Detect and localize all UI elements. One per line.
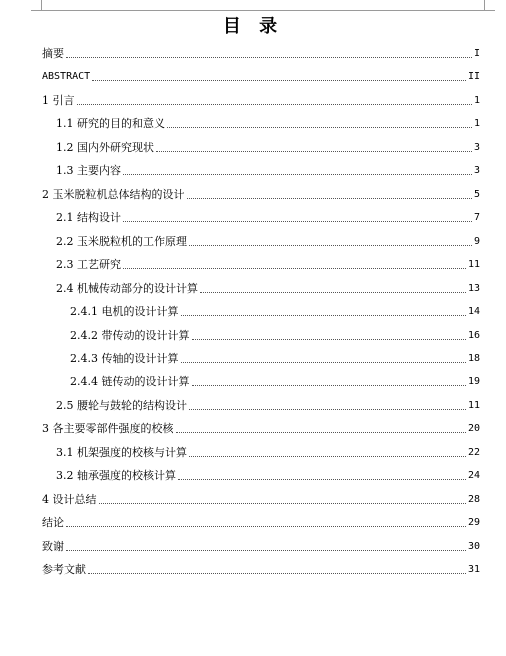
- toc-leader-dots: [66, 57, 472, 58]
- toc-entry-2-4-3[interactable]: [70, 350, 480, 366]
- toc-entry-page: 19: [467, 376, 480, 387]
- toc-leader-dots: [99, 503, 466, 504]
- toc-entry-label: 1 引言: [42, 94, 75, 107]
- page-corner-mark-top-right: [484, 0, 495, 11]
- toc-leader-dots: [181, 315, 466, 316]
- toc-leader-dots: [123, 268, 466, 269]
- toc-entry-2-4-4[interactable]: [70, 373, 480, 389]
- toc-entry-label: 2.4 机械传动部分的设计计算: [56, 282, 198, 295]
- toc-leader-dots: [123, 174, 472, 175]
- toc-entry-2-3[interactable]: [56, 256, 480, 272]
- toc-entry-3-1[interactable]: [56, 444, 480, 460]
- toc-entry-page: 22: [467, 447, 480, 458]
- toc-entry-page: 30: [467, 541, 480, 552]
- toc-entry-label: 摘要: [42, 47, 64, 60]
- toc-entry-label: ABSTRACT: [42, 71, 91, 82]
- toc-entry-label: 1.1 研究的目的和意义: [56, 117, 165, 130]
- toc-entry-ch1[interactable]: [42, 92, 480, 108]
- toc-entry-2-2[interactable]: [56, 233, 480, 249]
- toc-leader-dots: [189, 409, 466, 410]
- toc-entry-page: 31: [467, 564, 480, 575]
- toc-entry-label: 2.1 结构设计: [56, 211, 121, 224]
- toc-leader-dots: [77, 104, 472, 105]
- toc-entry-page: 5: [473, 189, 480, 200]
- toc-entry-label: 2.4.4 链传动的设计计算: [70, 375, 190, 388]
- toc-entry-page: I: [473, 48, 480, 59]
- toc-entry-3-2[interactable]: [56, 467, 480, 483]
- toc-leader-dots: [192, 339, 466, 340]
- toc-entry-label: 3 各主要零部件强度的校核: [42, 422, 174, 435]
- toc-leader-dots: [189, 456, 466, 457]
- toc-entry-page: 7: [473, 212, 480, 223]
- toc-entry-label: 2.3 工艺研究: [56, 258, 121, 271]
- toc-entry-label: 4 设计总结: [42, 493, 97, 506]
- toc-entry-page: 13: [467, 283, 480, 294]
- toc-entry-label: 2.2 玉米脱粒机的工作原理: [56, 235, 187, 248]
- toc-entry-references[interactable]: [42, 561, 480, 577]
- page-header-line: [41, 10, 484, 11]
- toc-entry-acknowledgement[interactable]: [42, 538, 480, 554]
- toc-entry-1-1[interactable]: [56, 115, 480, 131]
- toc-entry-page: 24: [467, 470, 480, 481]
- toc-leader-dots: [66, 550, 466, 551]
- toc-entry-2-4-1[interactable]: [70, 303, 480, 319]
- toc-entry-label: 3.1 机架强度的校核与计算: [56, 446, 187, 459]
- toc-entry-page: 1: [473, 95, 480, 106]
- toc-entry-abstract-en[interactable]: [42, 68, 480, 84]
- toc-entry-label: 3.2 轴承强度的校核计算: [56, 469, 176, 482]
- toc-entry-label: 2.4.2 带传动的设计计算: [70, 329, 190, 342]
- toc-leader-dots: [66, 526, 466, 527]
- toc-entry-label: 2.4.3 传轴的设计计算: [70, 352, 179, 365]
- toc-entry-2-5[interactable]: [56, 397, 480, 413]
- toc-entry-ch4[interactable]: [42, 491, 480, 507]
- toc-leader-dots: [176, 432, 466, 433]
- toc-entry-page: 28: [467, 494, 480, 505]
- toc-entry-page: 29: [467, 517, 480, 528]
- toc-entry-2-1[interactable]: [56, 209, 480, 225]
- toc-entry-ch2[interactable]: [42, 186, 480, 202]
- toc-entry-page: 1: [473, 118, 480, 129]
- toc-entry-label: 1.3 主要内容: [56, 164, 121, 177]
- toc-leader-dots: [156, 151, 472, 152]
- toc-entry-page: 3: [473, 142, 480, 153]
- toc-leader-dots: [88, 573, 466, 574]
- toc-title: 目 录: [222, 16, 284, 37]
- toc-entry-1-2[interactable]: [56, 139, 480, 155]
- toc-entry-page: 18: [467, 353, 480, 364]
- toc-entry-ch3[interactable]: [42, 420, 480, 436]
- toc-entry-label: 2.4.1 电机的设计计算: [70, 305, 179, 318]
- toc-leader-dots: [181, 362, 466, 363]
- toc-leader-dots: [178, 479, 466, 480]
- toc-entry-1-3[interactable]: [56, 162, 480, 178]
- toc-leader-dots: [189, 245, 472, 246]
- toc-entry-page: 9: [473, 236, 480, 247]
- toc-entry-page: 3: [473, 165, 480, 176]
- toc-entry-page: 20: [467, 423, 480, 434]
- toc-entry-page: 14: [467, 306, 480, 317]
- toc-entry-label: 结论: [42, 516, 64, 529]
- toc-entry-label: 2 玉米脱粒机总体结构的设计: [42, 188, 185, 201]
- toc-entry-label: 致谢: [42, 540, 64, 553]
- toc-leader-dots: [92, 80, 466, 81]
- toc-leader-dots: [167, 127, 472, 128]
- toc-entry-label: 参考文献: [42, 563, 86, 576]
- toc-leader-dots: [123, 221, 472, 222]
- toc-leader-dots: [187, 198, 472, 199]
- toc-entry-page: 11: [467, 400, 480, 411]
- toc-entry-page: II: [467, 71, 480, 82]
- toc-entry-conclusion[interactable]: [42, 514, 480, 530]
- toc-leader-dots: [200, 292, 466, 293]
- toc-entry-abstract-cn[interactable]: [42, 45, 480, 61]
- toc-entry-label: 1.2 国内外研究现状: [56, 141, 154, 154]
- toc-entry-2-4-2[interactable]: [70, 327, 480, 343]
- toc-entry-page: 11: [467, 259, 480, 270]
- toc-entry-label: 2.5 腰轮与鼓轮的结构设计: [56, 399, 187, 412]
- toc-entry-2-4[interactable]: [56, 280, 480, 296]
- toc-leader-dots: [192, 385, 466, 386]
- toc-entry-page: 16: [467, 330, 480, 341]
